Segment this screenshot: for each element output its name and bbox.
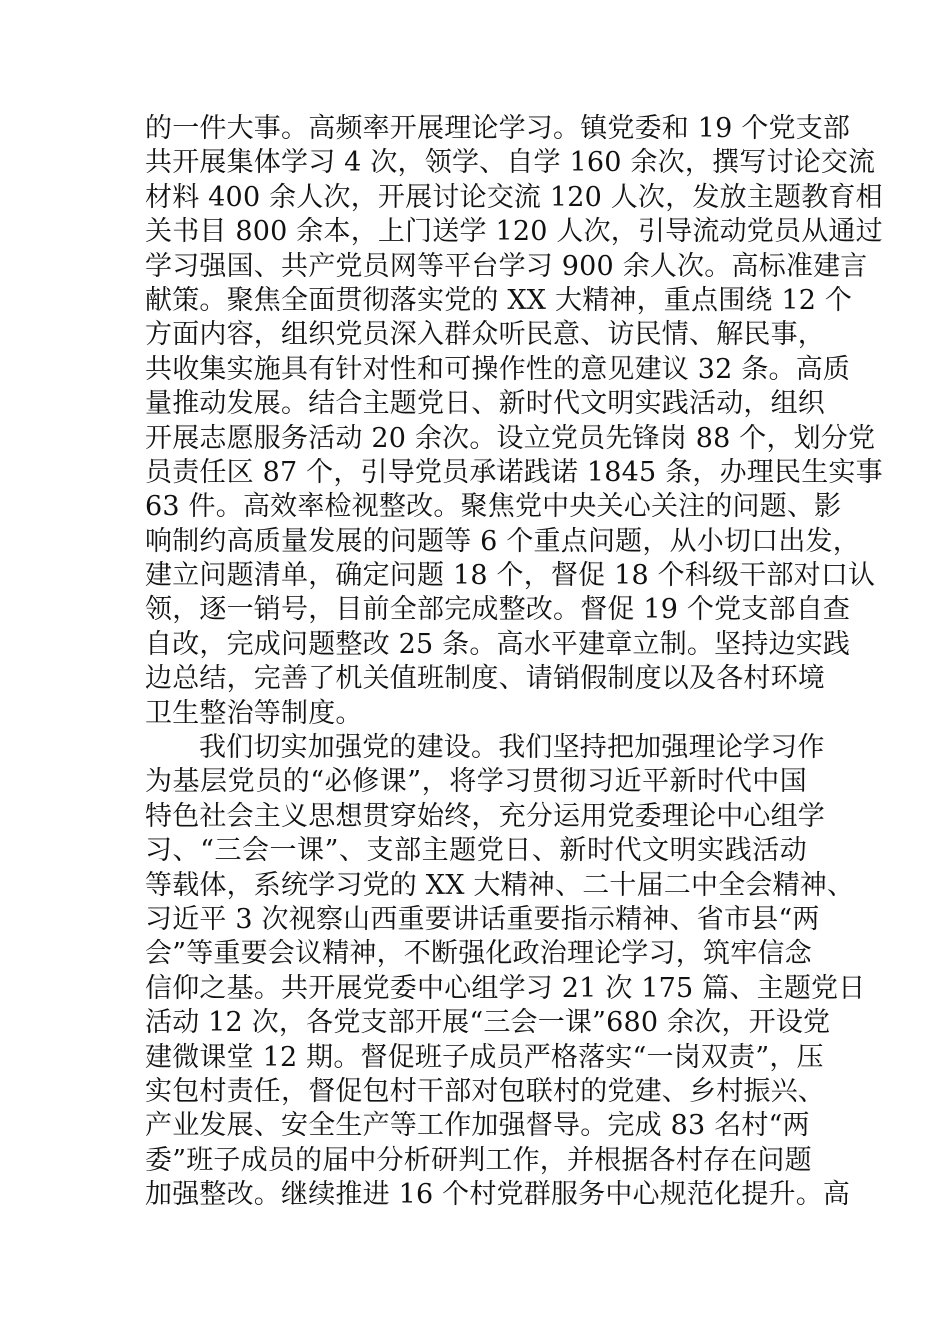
text-line: 习近平 3 次视察山西重要讲话重要指示精神、省市县“两 bbox=[145, 903, 820, 935]
text-line: 活动 12 次，各党支部开展“三会一课”680 余次，开设党 bbox=[145, 1007, 831, 1039]
text-line: 特色社会主义思想贯穿始终，充分运用党委理论中心组学 bbox=[145, 800, 825, 832]
text-line: 实包村责任，督促包村干部对包联村的党建、乡村振兴、 bbox=[145, 1075, 825, 1107]
text-line: 献策。聚焦全面贯彻落实党的 XX 大精神，重点围绕 12 个 bbox=[145, 284, 853, 316]
paragraph-start-line: 我们切实加强党的建设。我们坚持把加强理论学习作 bbox=[199, 732, 825, 764]
text-line: 共开展集体学习 4 次，领学、自学 160 余次，撰写讨论交流 bbox=[145, 147, 876, 179]
text-line: 领，逐一销号，目前全部完成整改。督促 19 个党支部自查 bbox=[145, 594, 851, 626]
text-line: 学习强国、共产党员网等平台学习 900 余人次。高标准建言 bbox=[145, 250, 868, 282]
text-line: 边总结，完善了机关值班制度、请销假制度以及各村环境 bbox=[145, 663, 825, 695]
text-line: 的一件大事。高频率开展理论学习。镇党委和 19 个党支部 bbox=[145, 113, 851, 144]
text-line: 加强整改。继续推进 16 个村党群服务中心规范化提升。高 bbox=[145, 1179, 851, 1211]
paragraph-end-line: 卫生整治等制度。 bbox=[145, 697, 363, 729]
text-line: 建微课堂 12 期。督促班子成员严格落实“一岗双责”，压 bbox=[145, 1041, 824, 1073]
text-line: 材料 400 余人次，开展讨论交流 120 人次，发放主题教育相 bbox=[145, 181, 883, 213]
text-line: 员责任区 87 个，引导党员承诺践诺 1845 条，办理民生实事 bbox=[145, 456, 883, 488]
text-line: 信仰之基。共开展党委中心组学习 21 次 175 篇、主题党日 bbox=[145, 972, 866, 1004]
text-line: 会”等重要会议精神，不断强化政治理论学习，筑牢信念 bbox=[145, 938, 812, 970]
text-line: 方面内容，组织党员深入群众听民意、访民情、解民事， bbox=[145, 319, 825, 351]
text-line: 量推动发展。结合主题党日、新时代文明实践活动，组织 bbox=[145, 388, 825, 420]
text-line: 产业发展、安全生产等工作加强督导。完成 83 名村“两 bbox=[145, 1110, 810, 1142]
body-text bbox=[145, 112, 883, 1213]
text-line: 习、“三会一课”、支部主题党日、新时代文明实践活动 bbox=[145, 835, 807, 867]
text-line: 委”班子成员的届中分析研判工作，并根据各村存在问题 bbox=[145, 1144, 812, 1176]
text-line: 关书目 800 余本，上门送学 120 人次，引导流动党员从通过 bbox=[145, 216, 883, 248]
text-line: 建立问题清单，确定问题 18 个，督促 18 个科级干部对口认 bbox=[145, 560, 876, 592]
text-line: 为基层党员的“必修课”，将学习贯彻习近平新时代中国 bbox=[145, 766, 807, 798]
text-line: 等载体，系统学习党的 XX 大精神、二十届二中全会精神、 bbox=[145, 869, 855, 901]
text-line: 开展志愿服务活动 20 余次。设立党员先锋岗 88 个，划分党 bbox=[145, 422, 876, 454]
text-line: 共收集实施具有针对性和可操作性的意见建议 32 条。高质 bbox=[145, 353, 851, 385]
text-line: 响制约高质量发展的问题等 6 个重点问题，从小切口出发， bbox=[145, 525, 860, 557]
text-line: 63 件。高效率检视整改。聚焦党中央关心关注的问题、影 bbox=[145, 491, 842, 523]
text-line: 自改，完成问题整改 25 条。高水平建章立制。坚持边实践 bbox=[145, 628, 851, 660]
